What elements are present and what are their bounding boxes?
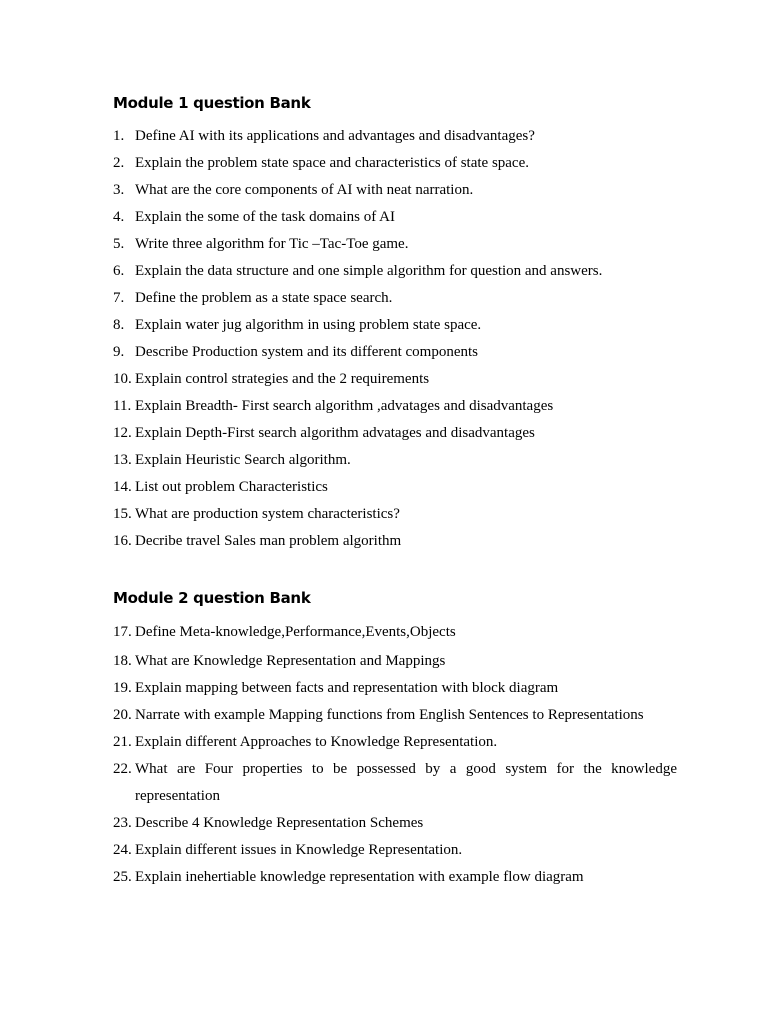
question-text: What are production system characteristics? xyxy=(135,506,400,522)
question-number: 17. xyxy=(113,624,132,640)
question-text: What are the core components of AI with neat narration. xyxy=(135,182,474,198)
question-text: Describe Production system and its different components xyxy=(135,344,478,360)
question-text: Explain the data structure and one simple algorithm for question and answers. xyxy=(135,263,603,279)
question-number: 15. xyxy=(113,506,132,522)
list-item xyxy=(113,474,677,501)
question-number: 25. xyxy=(113,869,132,885)
question-number: 9. xyxy=(113,344,125,360)
module-1-question-list xyxy=(113,123,677,555)
question-text: Define Meta-knowledge,Performance,Events,Objects xyxy=(135,624,456,640)
question-text: Explain Heuristic Search algorithm. xyxy=(135,452,351,468)
question-number: 13. xyxy=(113,452,132,468)
question-number: 19. xyxy=(113,680,132,696)
question-text: Define AI with its applications and advantages and disadvantages? xyxy=(135,128,535,144)
question-text: Explain Breadth- First search algorithm ,advatages and disadvantages xyxy=(135,398,554,414)
question-number: 5. xyxy=(113,236,125,252)
question-number: 12. xyxy=(113,425,132,441)
question-text: Explain control strategies and the 2 requirements xyxy=(135,371,430,387)
question-text: Explain the some of the task domains of AI xyxy=(135,209,395,225)
list-item xyxy=(113,366,677,393)
question-text: Decribe travel Sales man problem algorithm xyxy=(135,533,402,549)
list-item xyxy=(113,312,677,339)
question-text: Describe 4 Knowledge Representation Schemes xyxy=(135,815,424,831)
question-text: Explain different Approaches to Knowledge Representation. xyxy=(135,734,498,750)
list-item xyxy=(113,619,677,648)
question-number: 21. xyxy=(113,734,132,750)
list-item xyxy=(113,864,677,891)
list-item xyxy=(113,393,677,420)
list-item xyxy=(113,123,677,150)
question-number: 18. xyxy=(113,653,132,669)
module-1-heading: Module 1 question Bank xyxy=(113,94,311,112)
question-number: 16. xyxy=(113,533,132,549)
question-text: Explain the problem state space and characteristics of state space. xyxy=(135,155,529,171)
question-number: 2. xyxy=(113,155,125,171)
question-number: 22. xyxy=(113,761,132,777)
question-text: Narrate with example Mapping functions from English Sentences to Representations xyxy=(135,707,644,723)
list-item xyxy=(113,702,677,729)
question-number: 14. xyxy=(113,479,132,495)
question-number: 3. xyxy=(113,182,125,198)
question-number: 1. xyxy=(113,128,125,144)
question-number: 4. xyxy=(113,209,125,225)
question-text: Write three algorithm for Tic –Tac-Toe game. xyxy=(135,236,409,252)
list-item xyxy=(113,528,677,555)
list-item xyxy=(113,231,677,258)
list-item xyxy=(113,501,677,528)
question-text: Explain inehertiable knowledge representation with example flow diagram xyxy=(135,869,584,885)
question-number: 8. xyxy=(113,317,125,333)
list-item xyxy=(113,285,677,312)
question-number: 20. xyxy=(113,707,132,723)
question-text: Explain water jug algorithm in using problem state space. xyxy=(135,317,482,333)
question-number: 24. xyxy=(113,842,132,858)
list-item xyxy=(113,420,677,447)
question-text: Explain mapping between facts and representation with block diagram xyxy=(135,680,559,696)
list-item xyxy=(113,810,677,837)
question-number: 10. xyxy=(113,371,132,387)
question-number: 7. xyxy=(113,290,125,306)
list-item xyxy=(113,204,677,231)
list-item xyxy=(113,258,677,285)
question-number: 11. xyxy=(113,398,132,414)
question-text: Explain Depth-First search algorithm advatages and disadvantages xyxy=(135,425,535,441)
list-item xyxy=(113,339,677,366)
question-text: What are Four properties to be possessed by a good system for the knowledge representation xyxy=(135,761,677,804)
list-item xyxy=(113,837,677,864)
question-text: Define the problem as a state space search. xyxy=(135,290,393,306)
question-text: List out problem Characteristics xyxy=(135,479,328,495)
question-text: What are Knowledge Representation and Mappings xyxy=(135,653,446,669)
question-text: Explain different issues in Knowledge Representation. xyxy=(135,842,463,858)
list-item xyxy=(113,648,677,675)
list-item xyxy=(113,447,677,474)
list-item xyxy=(113,177,677,204)
question-number: 6. xyxy=(113,263,125,279)
list-item xyxy=(113,729,677,756)
list-item xyxy=(113,150,677,177)
list-item xyxy=(113,675,677,702)
module-2-question-list xyxy=(113,619,677,891)
module-2-heading: Module 2 question Bank xyxy=(113,589,311,607)
question-number: 23. xyxy=(113,815,132,831)
list-item xyxy=(113,756,677,810)
